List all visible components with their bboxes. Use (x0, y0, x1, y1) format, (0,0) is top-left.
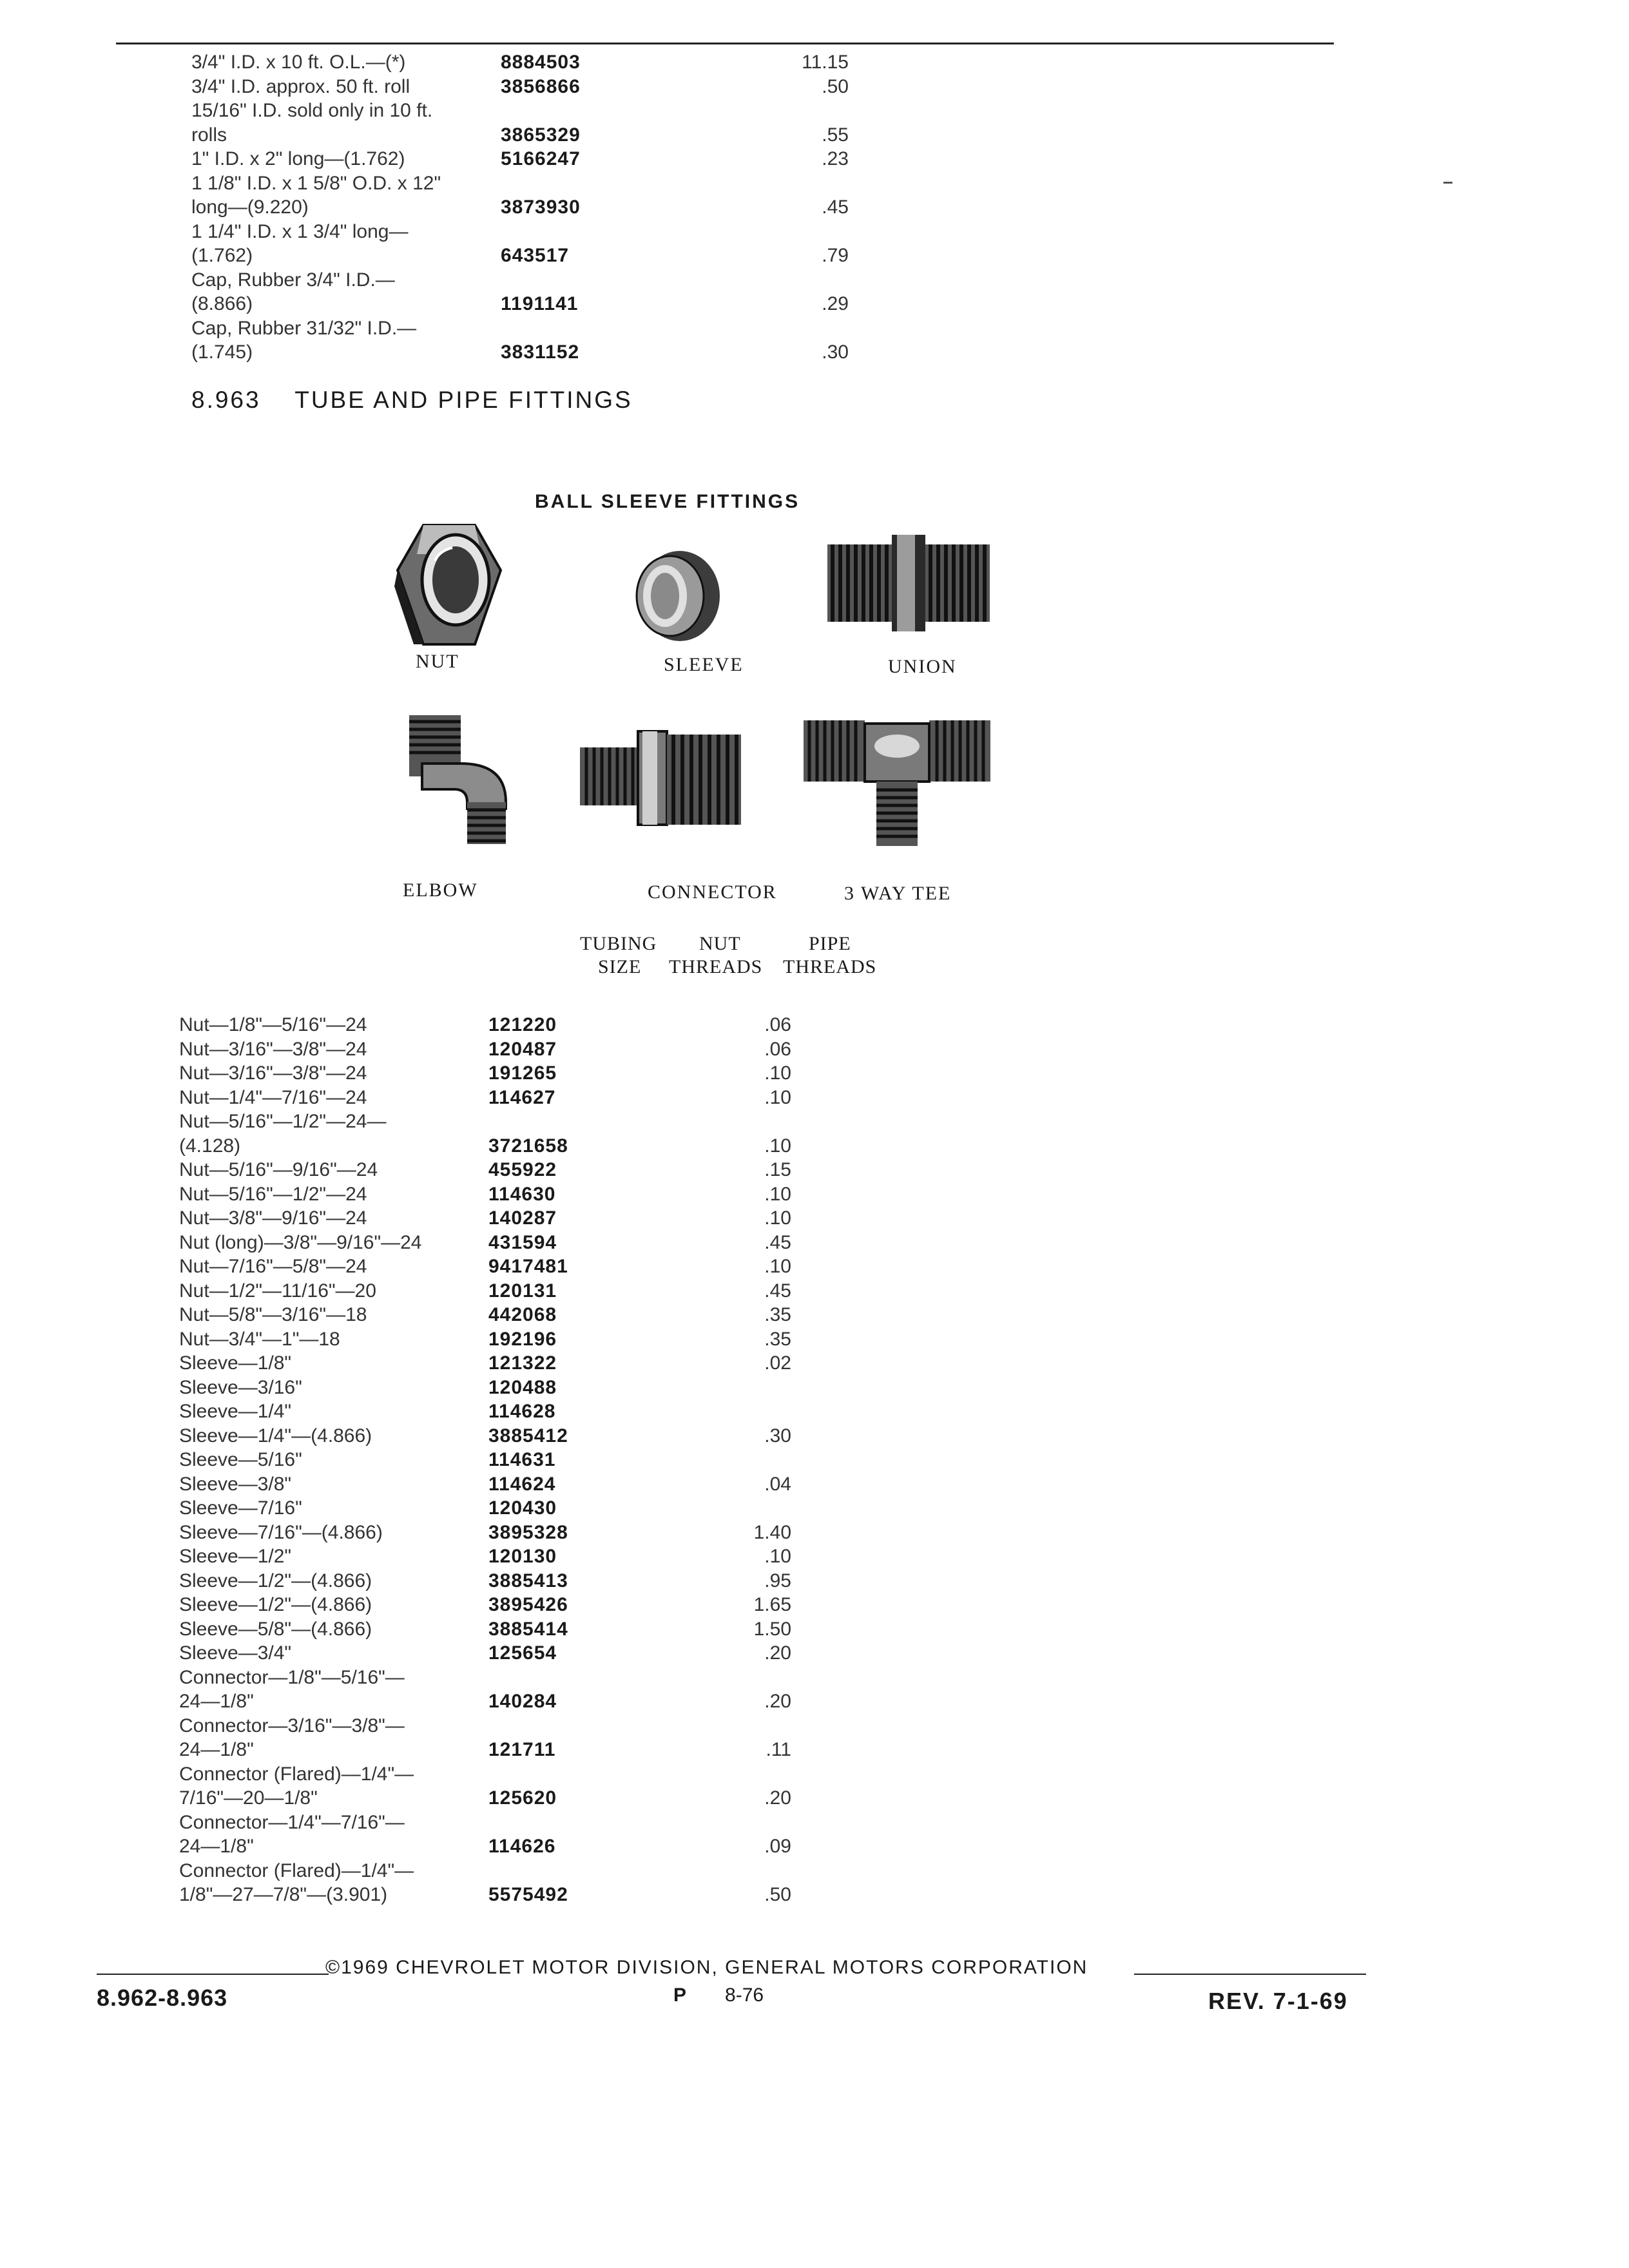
part-price: .20 (764, 1642, 791, 1664)
part-description: 1 1/8" I.D. x 1 5/8" O.D. x 12" (191, 172, 441, 194)
col-head-nut-threads: THREADS (669, 956, 763, 977)
table-row (179, 1762, 746, 1787)
table-row (179, 1666, 746, 1690)
table-row (179, 1061, 791, 1086)
table-row (191, 316, 771, 341)
part-description: 24—1/8" (179, 1691, 254, 1712)
part-description: Nut—5/16"—1/2"—24 (179, 1183, 367, 1205)
table-row (179, 1617, 791, 1642)
col-head-size: SIZE (598, 956, 642, 977)
part-number: 120430 (488, 1497, 557, 1519)
part-number: 3885414 (488, 1618, 568, 1640)
section-title: TUBE AND PIPE FITTINGS (294, 387, 633, 413)
part-number: 121711 (488, 1739, 556, 1760)
table-row (179, 1689, 791, 1714)
connector-label: CONNECTOR (648, 881, 777, 903)
part-number: 643517 (501, 245, 570, 266)
union-label: UNION (888, 656, 957, 677)
part-number: 114631 (488, 1449, 556, 1470)
part-number: 5575492 (488, 1884, 568, 1905)
part-description: Connector (Flared)—1/4"— (179, 1860, 414, 1881)
part-description: Nut—5/8"—3/16"—18 (179, 1304, 367, 1325)
part-price: .50 (764, 1884, 791, 1905)
part-description: Nut—3/16"—3/8"—24 (179, 1062, 367, 1084)
part-description: Nut (long)—3/8"—9/16"—24 (179, 1231, 422, 1253)
part-description: Cap, Rubber 31/32" I.D.— (191, 317, 417, 339)
part-description: Sleeve—1/4" (179, 1401, 292, 1422)
table-row (179, 1037, 791, 1062)
part-number: 3895426 (488, 1594, 568, 1615)
col-head-pipe-threads: THREADS (783, 956, 877, 977)
table-row (179, 1424, 791, 1448)
part-price: 11.15 (802, 52, 849, 73)
page-letter: P (673, 1984, 687, 2006)
part-description: 24—1/8" (179, 1739, 254, 1760)
lower-parts-table (179, 1013, 791, 1907)
part-description: Nut—5/16"—9/16"—24 (179, 1159, 378, 1180)
part-description: 3/4" I.D. x 10 ft. O.L.—(*) (191, 52, 406, 73)
part-number: 125620 (488, 1787, 557, 1809)
part-number: 3831152 (501, 341, 580, 363)
table-row (191, 292, 849, 316)
part-number: 140284 (488, 1691, 557, 1712)
part-price: 1.65 (753, 1594, 791, 1615)
figure-title: BALL SLEEVE FITTINGS (535, 491, 800, 512)
part-number: 120488 (488, 1376, 557, 1398)
part-price: .10 (764, 1256, 791, 1277)
upper-parts-table (191, 50, 849, 365)
tee-illustration (800, 714, 994, 849)
part-price: .45 (764, 1280, 791, 1302)
table-row (179, 1811, 746, 1835)
part-number: 121220 (488, 1014, 557, 1035)
part-description: Sleeve—1/2"—(4.866) (179, 1594, 372, 1615)
part-description: 24—1/8" (179, 1836, 254, 1857)
part-price: .79 (822, 245, 849, 266)
table-row (179, 1013, 791, 1037)
nut-label: NUT (416, 651, 459, 672)
part-price: .02 (764, 1352, 791, 1374)
part-price: .15 (764, 1159, 791, 1180)
top-rule (116, 43, 1334, 44)
part-description: Sleeve—3/4" (179, 1642, 292, 1664)
part-description: Sleeve—7/16" (179, 1497, 302, 1519)
table-row (191, 244, 849, 268)
table-row (191, 171, 771, 196)
table-row (191, 147, 849, 171)
part-description: Connector—1/4"—7/16"— (179, 1811, 405, 1833)
part-price: .20 (764, 1691, 791, 1712)
table-row (179, 1231, 791, 1255)
part-description: 7/16"—20—1/8" (179, 1787, 318, 1809)
table-row (191, 99, 771, 123)
part-description: Nut—1/8"—5/16"—24 (179, 1014, 367, 1035)
part-description: Sleeve—1/2" (179, 1546, 292, 1567)
part-description: Sleeve—1/8" (179, 1352, 292, 1374)
part-price: .10 (764, 1546, 791, 1567)
part-description: (1.762) (191, 245, 253, 266)
table-row (179, 1086, 791, 1110)
part-price: .06 (764, 1038, 791, 1060)
part-price: .10 (764, 1135, 791, 1157)
nut-illustration (394, 515, 504, 651)
elbow-illustration (403, 712, 532, 847)
part-number: 9417481 (488, 1256, 568, 1277)
table-row (179, 1521, 791, 1545)
part-description: Cap, Rubber 3/4" I.D.— (191, 269, 395, 291)
part-description: 1/8"—27—7/8"—(3.901) (179, 1884, 388, 1905)
page-number-block (673, 1984, 764, 2006)
part-description: rolls (191, 124, 227, 146)
table-row (179, 1859, 746, 1883)
part-description: Nut—3/8"—9/16"—24 (179, 1207, 367, 1229)
part-number: 191265 (488, 1062, 557, 1084)
part-number: 121322 (488, 1352, 557, 1374)
part-description: Nut—3/4"—1"—18 (179, 1328, 340, 1350)
part-description: Nut—3/16"—3/8"—24 (179, 1038, 367, 1060)
part-price: .30 (822, 341, 849, 363)
table-row (179, 1327, 791, 1352)
part-description: Connector—3/16"—3/8"— (179, 1715, 405, 1736)
table-row (179, 1134, 791, 1158)
part-number: 120130 (488, 1546, 557, 1567)
part-number: 125654 (488, 1642, 557, 1664)
table-row (179, 1593, 791, 1617)
section-number: 8.963 (191, 387, 261, 413)
table-row (191, 268, 771, 293)
part-number: 1191141 (501, 293, 579, 314)
col-head-nut: NUT (699, 933, 741, 954)
part-number: 3873930 (501, 197, 581, 218)
col-head-pipe: PIPE (809, 933, 851, 954)
part-description: 1" I.D. x 2" long—(1.762) (191, 148, 405, 169)
footer-rule-right (1134, 1974, 1366, 1975)
part-description: (4.128) (179, 1135, 241, 1157)
part-price: .23 (822, 148, 849, 169)
part-number: 120131 (488, 1280, 557, 1302)
part-price: 1.40 (753, 1521, 791, 1543)
footer-rule-left (97, 1974, 329, 1975)
part-number: 114624 (488, 1473, 556, 1495)
table-row (179, 1786, 791, 1811)
part-price: .50 (822, 75, 849, 97)
part-number: 120487 (488, 1038, 557, 1060)
union-illustration (825, 532, 992, 635)
part-price: .29 (822, 293, 849, 314)
part-price: 1.50 (753, 1618, 791, 1640)
table-row (191, 340, 849, 365)
part-description: Sleeve—5/16" (179, 1449, 302, 1470)
part-price: .35 (764, 1328, 791, 1350)
part-number: 431594 (488, 1231, 557, 1253)
part-description: Connector—1/8"—5/16"— (179, 1666, 405, 1688)
part-price: .35 (764, 1304, 791, 1325)
table-row (179, 1182, 791, 1207)
section-range: 8.962-8.963 (97, 1984, 228, 2011)
part-description: Nut—1/4"—7/16"—24 (179, 1086, 367, 1108)
part-description: (1.745) (191, 341, 253, 363)
part-description: Connector (Flared)—1/4"— (179, 1763, 414, 1785)
table-row (179, 1496, 746, 1521)
table-row (179, 1544, 791, 1569)
part-price: .10 (764, 1183, 791, 1205)
part-price: .11 (766, 1739, 791, 1760)
table-row (179, 1279, 791, 1303)
part-price: .45 (764, 1231, 791, 1253)
part-number: 455922 (488, 1159, 557, 1180)
table-row (179, 1641, 791, 1666)
table-row (179, 1714, 746, 1738)
table-row (191, 123, 849, 148)
table-row (179, 1110, 746, 1134)
table-row (179, 1376, 746, 1400)
part-description: Nut—7/16"—5/8"—24 (179, 1256, 367, 1277)
table-row (179, 1206, 791, 1231)
part-description: 3/4" I.D. approx. 50 ft. roll (191, 75, 410, 97)
connector-illustration (577, 722, 744, 831)
part-number: 140287 (488, 1207, 557, 1229)
part-number: 114626 (488, 1836, 556, 1857)
part-description: long—(9.220) (191, 197, 309, 218)
sleeve-illustration (631, 548, 722, 644)
table-row (191, 220, 771, 244)
part-description: Sleeve—1/2"—(4.866) (179, 1570, 372, 1591)
table-row (191, 50, 849, 75)
part-price: .09 (764, 1836, 791, 1857)
tee-label: 3 WAY TEE (844, 883, 952, 904)
table-row (179, 1738, 791, 1762)
part-number: 3895328 (488, 1521, 568, 1543)
part-description: Sleeve—3/8" (179, 1473, 292, 1495)
part-price: .04 (764, 1473, 791, 1495)
part-price: .55 (822, 124, 849, 146)
page-number: 8-76 (725, 1984, 764, 2006)
part-description: Sleeve—5/8"—(4.866) (179, 1618, 372, 1640)
col-head-tubing: TUBING (580, 933, 657, 954)
scan-speck (1443, 182, 1452, 184)
revision-date: REV. 7-1-69 (1208, 1988, 1348, 2014)
part-price: .10 (764, 1207, 791, 1229)
part-number: 114628 (488, 1401, 556, 1422)
part-number: 114627 (488, 1086, 556, 1108)
part-description: 1 1/4" I.D. x 1 3/4" long— (191, 220, 409, 242)
part-number: 192196 (488, 1328, 557, 1350)
part-price: .10 (764, 1086, 791, 1108)
part-number: 3721658 (488, 1135, 568, 1157)
table-row (179, 1254, 791, 1279)
section-heading (191, 387, 633, 414)
part-price: .30 (764, 1425, 791, 1446)
part-price: .95 (764, 1570, 791, 1591)
part-description: Nut—5/16"—1/2"—24— (179, 1111, 387, 1132)
part-price: .20 (764, 1787, 791, 1809)
part-number: 8884503 (501, 52, 581, 73)
table-row (179, 1303, 791, 1327)
part-description: Sleeve—7/16"—(4.866) (179, 1521, 383, 1543)
part-description: (8.866) (191, 293, 253, 314)
part-number: 114630 (488, 1183, 556, 1205)
part-number: 3885413 (488, 1570, 568, 1591)
table-row (179, 1351, 791, 1376)
part-number: 5166247 (501, 148, 581, 169)
part-description: Nut—1/2"—11/16"—20 (179, 1280, 376, 1302)
table-row (179, 1569, 791, 1593)
table-row (191, 195, 849, 220)
part-price: .45 (822, 197, 849, 218)
part-price: .06 (764, 1014, 791, 1035)
part-number: 3885412 (488, 1425, 568, 1446)
part-description: Sleeve—3/16" (179, 1376, 302, 1398)
part-number: 3865329 (501, 124, 581, 146)
part-number: 3856866 (501, 75, 581, 97)
table-row (179, 1399, 746, 1424)
part-description: Sleeve—1/4"—(4.866) (179, 1425, 372, 1446)
part-description: 15/16" I.D. sold only in 10 ft. (191, 100, 433, 121)
sleeve-label: SLEEVE (664, 654, 744, 675)
table-row (191, 75, 849, 99)
table-row (179, 1472, 791, 1497)
copyright-line: ©1969 CHEVROLET MOTOR DIVISION, GENERAL MOTORS CORPORATION (325, 1957, 1088, 1978)
table-row (179, 1158, 791, 1182)
part-price: .10 (764, 1062, 791, 1084)
table-row (179, 1448, 746, 1472)
table-row (179, 1883, 791, 1907)
part-number: 442068 (488, 1304, 557, 1325)
table-row (179, 1834, 791, 1859)
elbow-label: ELBOW (403, 879, 478, 901)
